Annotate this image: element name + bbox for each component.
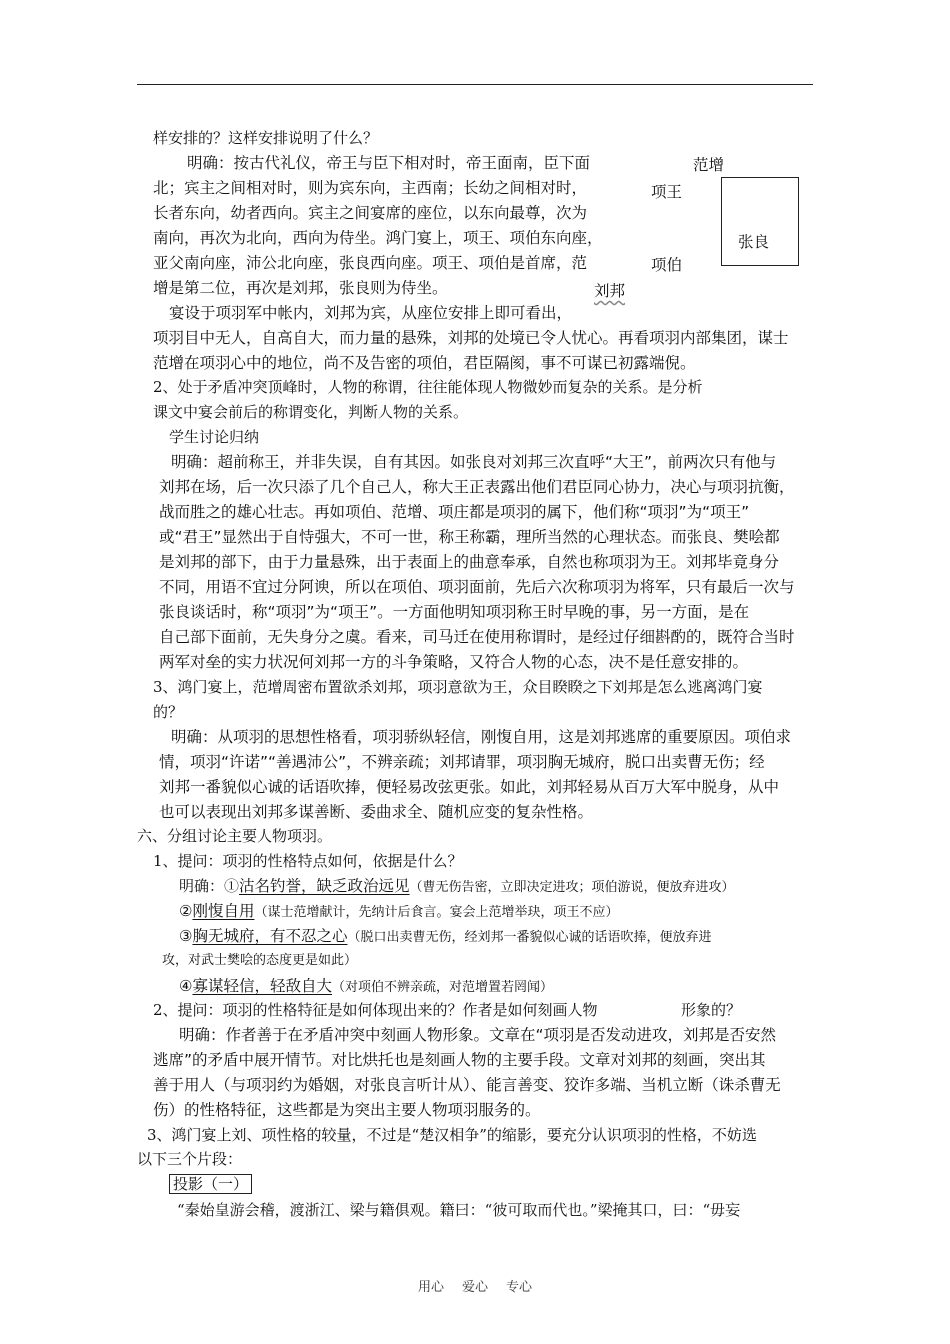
text-line: 2、处于矛盾冲突顶峰时，人物的称谓，往往能体现人物微妙而复杂的关系。是分析	[153, 378, 703, 396]
text-line: 逃席”的矛盾中展开情节。对比烘托也是刻画人物的主要手段。文章对刘邦的刻画，突出其	[153, 1051, 766, 1069]
trait-point-3-cont: 攻，对武士樊哙的态度更是如此）	[162, 953, 358, 968]
text-line: 也可以表现出刘邦多谋善断、委曲求全、随机应变的复杂性格。	[159, 803, 594, 821]
text-line: 明确：按古代礼仪，帝王与臣下相对时，帝王面南，臣下面	[187, 154, 591, 172]
text-line: 宴设于项羽军中帐内，刘邦为宾，从座位安排上即可看出，	[169, 304, 573, 322]
text-line: 刘邦一番貌似心诚的话语吹捧，便轻易改弦更张。如此，刘邦轻易从百万大军中脱身，从中	[159, 778, 780, 796]
text-line: 增是第二位，再次是刘邦，张良则为侍坐。	[153, 279, 448, 297]
seat-label-zhangliang: 张良	[738, 233, 770, 251]
text-line: 2、提问：项羽的性格特征是如何体现出来的？作者是如何刻画人物	[153, 1001, 598, 1019]
text-line: 伤）的性格特征，这些都是为突出主要人物项羽服务的。	[153, 1101, 541, 1119]
text-line: 情，项羽“许诺”“善遇沛公”，不辨亲疏；刘邦请罪，项羽胸无城府，脱口出卖曹无伤；经	[159, 753, 765, 771]
text-line: 刘邦在场，后一次只添了几个自己人，称大王正表露出他们君臣同心协力，决心与项羽抗衡，	[159, 478, 795, 496]
projection-label: 投影（一）	[169, 1174, 252, 1194]
text-line: 3、鸿门宴上，范增周密布置欲杀刘邦，项羽意欲为王，众目睽睽之下刘邦是怎么逃离鸿门宴	[153, 678, 763, 696]
seat-label-fanzeng: 范增	[693, 156, 725, 174]
text-line: 的？	[153, 703, 184, 721]
text-line: 以下三个片段：	[137, 1150, 243, 1168]
text-line: 形象的？	[681, 1001, 742, 1019]
text-line: 明确：超前称王，并非失误，自有其因。如张良对刘邦三次直呼“大王”，前两次只有他与	[171, 453, 777, 471]
text-line: 明确：作者善于在矛盾冲突中刻画人物形象。文章在“项羽是否发动进攻，刘邦是否安然	[179, 1026, 777, 1044]
seating-table	[721, 177, 799, 266]
text-line: 1、提问：项羽的性格特点如何，依据是什么？	[153, 852, 463, 870]
quote-line: “秦始皇游会稽，渡浙江、梁与籍俱观。籍曰：“彼可取而代也。”梁掩其口，曰：“毋妄	[177, 1201, 741, 1219]
header-rule	[137, 84, 813, 85]
text-line: 学生讨论归纳	[169, 428, 260, 446]
text-line: 或“君王”显然出于自恃强大，不可一世，称王称霸，理所当然的心理状态。而张良、樊哙都	[159, 528, 780, 546]
text-line: 南向，再次为北向，西向为侍坐。鸿门宴上，项王、项伯东向座，	[153, 229, 603, 247]
trait-point-3: ③胸无城府，有不忍之心（脱口出卖曹无伤，经刘邦一番貌似心诚的话语吹捧，便放弃进	[179, 927, 712, 945]
trait-point-4: ④寡谋轻信，轻敌自大（对项伯不辨亲疏，对范增置若罔闻）	[179, 977, 553, 995]
text-line: 张良谈话时，称“项羽”为“项王”。一方面他明知项羽称王时早晚的事，另一方面，是在	[159, 603, 750, 621]
text-line: 两军对垒的实力状况何刘邦一方的斗争策略，又符合人物的心态，决不是任意安排的。	[159, 653, 749, 671]
footer-item: 用心	[417, 1280, 444, 1295]
text-line: 自己部下面前，无失身分之虞。看来，司马迁在使用称谓时，是经过仔细斟酌的，既符合当时	[159, 628, 795, 646]
footer-item: 爱心	[461, 1280, 488, 1295]
text-line: 明确：从项羽的思想性格看，项羽骄纵轻信，刚愎自用，这是刘邦逃席的重要原因。项伯求	[171, 728, 792, 746]
text-line: 项羽目中无人，自高自大，而力量的悬殊，刘邦的处境已令人忧心。再看项羽内部集团，谋士	[153, 329, 789, 347]
text-line: 善于用人（与项羽约为婚姻，对张良言听计从）、能言善变、狡诈多端、当机立断（诛杀曹无	[153, 1076, 781, 1094]
text-line: 课文中宴会前后的称谓变化，判断人物的关系。	[153, 403, 469, 421]
footer-item: 专心	[506, 1280, 533, 1295]
text-line: 样安排的？这样安排说明了什么？	[153, 129, 379, 147]
section-heading: 六、分组讨论主要人物项羽。	[137, 827, 333, 845]
text-line: 北；宾主之间相对时，则为宾东向，主西南；长幼之间相对时，	[153, 179, 588, 197]
text-line: 3、鸿门宴上刘、项性格的较量，不过是“楚汉相争”的缩影，要充分认识项羽的性格，不妨选	[147, 1126, 757, 1144]
seat-label-xiangwang: 项王	[651, 183, 683, 201]
text-line: 不同，用语不宜过分阿谀，所以在项伯、项羽面前，先后六次称项羽为将军，只有最后一次与	[159, 578, 795, 596]
text-line: 战而胜之的雄心壮志。再如项伯、范增、项庄都是项羽的属下，他们称“项羽”为“项王”	[159, 503, 750, 521]
seat-label-xiangbo: 项伯	[651, 256, 683, 274]
text-line: 亚父南向座，沛公北向座，张良西向座。项王、项伯是首席，范	[153, 254, 588, 272]
text-line: 长者东向，幼者西向。宾主之间宴席的座位，以东向最尊，次为	[153, 204, 588, 222]
seat-label-liubang: 刘邦	[594, 282, 626, 300]
trait-point-2: ②刚愎自用（谋士范增献计，先纳计后食言。宴会上范增举玦，项王不应）	[179, 902, 619, 920]
trait-point-1: 明确：①沽名钓誉，缺乏政治远见（曹无伤告密，立即决定进攻；项伯游说，便放弃进攻）	[179, 877, 735, 895]
text-line: 是刘邦的部下，由于力量悬殊，出于表面上的曲意奉承，自然也称项羽为王。刘邦毕竟身分	[159, 553, 780, 571]
page-footer	[0, 1276, 950, 1295]
text-line: 范增在项羽心中的地位，尚不及告密的项伯，君臣隔阂，事不可谋已初露端倪。	[153, 354, 696, 372]
